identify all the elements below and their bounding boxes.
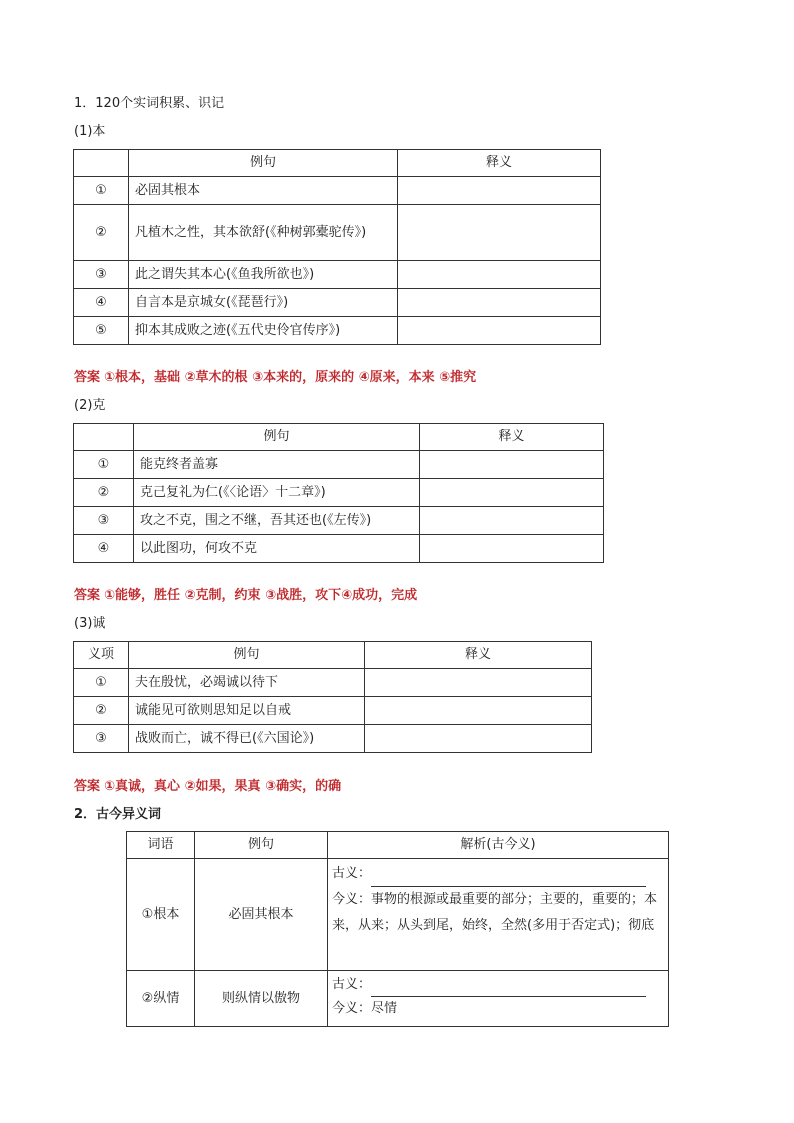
gu-blank [371,982,646,997]
meaning-cell [398,205,601,261]
table-row [74,317,601,345]
meaning-cell [398,177,601,205]
example-sentence: 以此图功，何攻不克 [134,535,420,563]
row-number: ③ [74,507,134,535]
jin-text: 尽情 [371,1001,398,1016]
example-sentence: 此之谓失其本心(《鱼我所欲也》) [129,261,398,289]
example-sentence: 战败而亡，诚不得已(《六国论》) [129,725,365,753]
meaning-cell [365,697,592,725]
example-sentence: 能克终者盖寡 [134,451,420,479]
row-number: ⑤ [74,317,129,345]
header-cell [74,424,134,451]
jin-label: 今义： [332,1001,372,1016]
cheng-answer [74,778,341,796]
jin-label: 今义： [332,892,372,907]
meaning-cell [420,507,604,535]
table-row [74,205,601,261]
table-row [74,697,592,725]
example-sentence: 凡植木之性，其本欲舒(《种树郭橐驼传》) [129,205,398,261]
header-cell: 释义 [398,150,601,177]
meaning-cell [365,725,592,753]
ben-table [73,149,601,345]
table-row [74,725,592,753]
meaning-cell [398,317,601,345]
example-sentence: 必固其根本 [129,177,398,205]
row-number: ④ [74,289,129,317]
gujin-table [126,831,669,1027]
header-cell: 释义 [365,642,592,669]
gu-line [332,973,664,997]
answer-text: ①真诚，真心 ②如果，果真 ③确实，的确 [104,779,342,794]
row-number: ② [74,205,129,261]
ke-label: (2)克 [74,398,106,413]
row-number: ③ [74,725,129,753]
example-sentence: 必固其根本 [195,859,328,971]
analysis-cell [328,859,669,971]
gu-blank [371,872,646,887]
header-cell: 例句 [195,832,328,859]
table-row [74,177,601,205]
header-cell: 解析(古今义) [328,832,669,859]
header-cell: 例句 [129,150,398,177]
answer-label: 答案 [74,779,101,794]
cheng-label: (3)诚 [74,616,106,631]
ben-label: (1)本 [74,124,106,139]
answer-label: 答案 [74,588,101,603]
meaning-cell [420,451,604,479]
table-row [127,971,669,1027]
table-row [74,261,601,289]
table-header-row [74,642,592,669]
row-number: ① [74,451,134,479]
answer-label: 答案 [74,370,101,385]
header-cell: 释义 [420,424,604,451]
table-row [74,451,604,479]
table-row [74,479,604,507]
ke-table [73,423,604,563]
word-cell: ②纵情 [127,971,195,1027]
analysis-cell [328,971,669,1027]
table-row [74,507,604,535]
ben-answer [74,369,476,387]
gu-label: 古义： [332,866,372,881]
row-number: ① [74,669,129,697]
header-cell: 例句 [129,642,365,669]
example-sentence: 抑本其成败之迹(《五代史伶官传序》) [129,317,398,345]
cheng-table [73,641,592,753]
jin-line [332,997,664,1021]
header-cell: 例句 [134,424,420,451]
jin-text: 事物的根源或最重要的部分；主要的，重要的；本来，从来；从头到尾，始终，全然(多用于否定式)；彻底 [332,892,658,933]
header-cell [74,150,129,177]
example-sentence: 克己复礼为仁(《〈论语〉十二章》) [134,479,420,507]
table-row [74,669,592,697]
example-sentence: 攻之不克，围之不继，吾其还也(《左传》) [134,507,420,535]
row-number: ② [74,479,134,507]
section-1-title: 1．120个实词积累、识记 [74,96,225,111]
table-header-row [127,832,669,859]
ke-answer [74,587,417,605]
meaning-cell [365,669,592,697]
row-number: ① [74,177,129,205]
header-cell: 词语 [127,832,195,859]
meaning-cell [420,535,604,563]
word-cell: ①根本 [127,859,195,971]
section-2-title: 2．古今异义词 [74,807,162,822]
table-row [74,535,604,563]
table-row [74,289,601,317]
meaning-cell [398,261,601,289]
gu-label: 古义： [332,977,372,992]
jin-line [332,887,664,939]
row-number: ③ [74,261,129,289]
table-header-row [74,150,601,177]
example-sentence: 则纵情以傲物 [195,971,328,1027]
table-header-row [74,424,604,451]
answer-text: ①能够，胜任 ②克制，约束 ③战胜，攻下④成功，完成 [104,588,418,603]
example-sentence: 诚能见可欲则思知足以自戒 [129,697,365,725]
meaning-cell [420,479,604,507]
meaning-cell [398,289,601,317]
row-number: ④ [74,535,134,563]
header-cell: 义项 [74,642,129,669]
example-sentence: 自言本是京城女(《琵琶行》) [129,289,398,317]
answer-text: ①根本，基础 ②草木的根 ③本来的，原来的 ④原来，本来 ⑤推究 [104,370,477,385]
table-row [127,859,669,971]
example-sentence: 夫在殷忧，必竭诚以待下 [129,669,365,697]
gu-line [332,861,664,887]
row-number: ② [74,697,129,725]
